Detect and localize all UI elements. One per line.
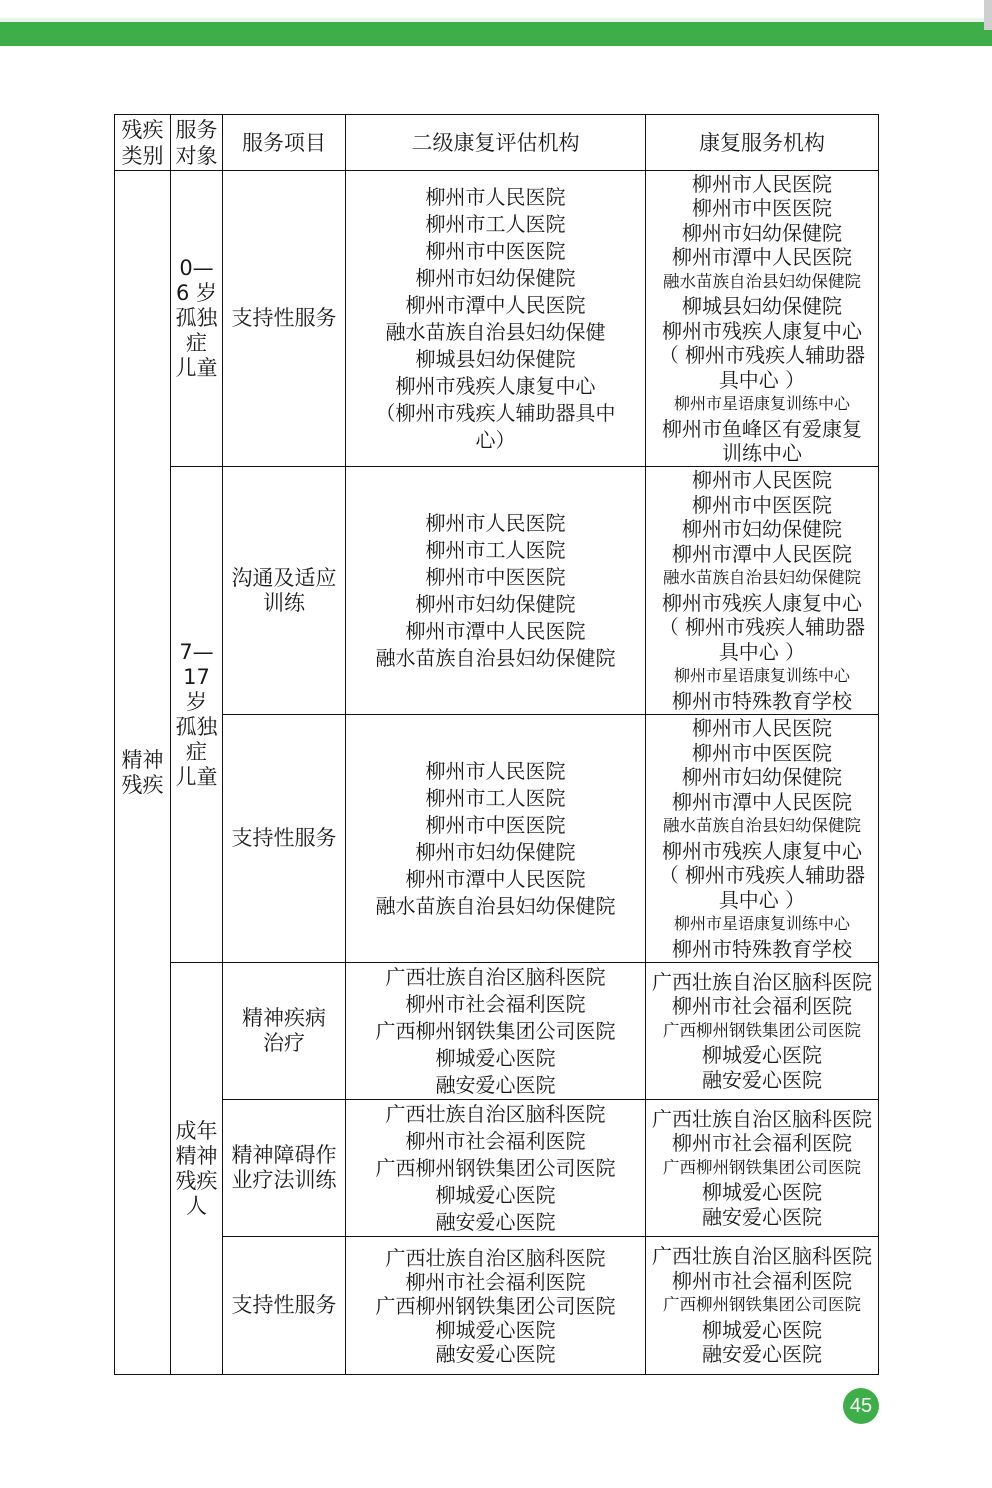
service-org-line: 柳州市社会福利医院 xyxy=(672,1268,852,1293)
eval-org-line: 柳州市中医医院 xyxy=(425,812,566,837)
service-org-line: 柳州市残疾人康复中心 xyxy=(662,318,862,343)
target-cell xyxy=(171,171,223,467)
service-org-line: 训练中心 xyxy=(722,441,802,465)
service-org-line: 广西柳州钢铁集团公司医院 xyxy=(663,1157,861,1177)
eval-org-line: 柳州市潭中人民医院 xyxy=(405,618,586,643)
table-header-row xyxy=(115,115,879,171)
table-row xyxy=(115,171,879,467)
eval-org-cell xyxy=(346,1237,646,1375)
target-line: 症 xyxy=(186,739,207,764)
service-org-line: 柳州市特殊教育学校 xyxy=(672,936,852,961)
header-service-org: 康复服务机构 xyxy=(646,115,879,171)
target-line: 儿童 xyxy=(175,764,218,789)
item-line: 业疗法训练 xyxy=(231,1168,337,1192)
service-org-line: 柳州市鱼峰区有爱康复 xyxy=(662,416,862,441)
item-line: 支持性服务 xyxy=(231,826,337,850)
service-org-line: 柳州市残疾人康复中心 xyxy=(662,838,862,863)
item-cell xyxy=(223,467,346,715)
item-line: 训练 xyxy=(263,590,305,615)
eval-org-line: 融水苗族自治县妇幼保健院 xyxy=(375,893,616,918)
target-line: 7— xyxy=(179,639,214,664)
eval-org-cell xyxy=(346,171,646,467)
eval-org-cell xyxy=(346,963,646,1100)
category-line: 残疾 xyxy=(121,772,164,797)
target-line: 0— xyxy=(179,256,214,280)
eval-org-line: 心） xyxy=(475,427,516,452)
eval-org-cell xyxy=(346,1100,646,1237)
service-org-line: （ 柳州市残疾人辅助器 xyxy=(658,615,866,639)
service-org-line: 柳州市特殊教育学校 xyxy=(672,688,852,713)
eval-org-line: 融安爱心医院 xyxy=(435,1072,556,1097)
service-org-line: （ 柳州市残疾人辅助器 xyxy=(658,343,866,367)
header-target-line: 对象 xyxy=(175,143,218,168)
target-line: 孤独 xyxy=(175,714,218,739)
table-row xyxy=(115,1100,879,1237)
item-line: 精神障碍作 xyxy=(231,1143,337,1167)
eval-org-line: 柳城爱心医院 xyxy=(435,1317,556,1342)
eval-org-line: 融安爱心医院 xyxy=(435,1209,556,1234)
service-org-line: 柳州市中医医院 xyxy=(692,492,832,517)
item-cell xyxy=(223,1237,346,1375)
service-org-cell xyxy=(646,963,879,1100)
item-cell xyxy=(223,1100,346,1237)
eval-org-line: 广西柳州钢铁集团公司医院 xyxy=(375,1018,616,1043)
category-cell xyxy=(115,171,171,1375)
item-cell xyxy=(223,715,346,963)
header-category-line: 残疾 xyxy=(121,117,164,142)
eval-org-line: （柳州市残疾人辅助器具中 xyxy=(375,400,616,425)
service-org-line: 柳州市残疾人康复中心 xyxy=(662,590,862,615)
service-org-line: 柳州市星语康复训练中心 xyxy=(673,914,850,933)
service-org-line: 柳州市妇幼保健院 xyxy=(682,765,842,789)
eval-org-cell xyxy=(346,467,646,715)
eval-org-line: 柳城县妇幼保健院 xyxy=(415,346,576,371)
eval-org-line: 柳州市人民医院 xyxy=(425,184,566,209)
service-org-line: 柳州市中医医院 xyxy=(692,740,832,765)
table-row xyxy=(115,1237,879,1375)
eval-org-line: 柳州市人民医院 xyxy=(425,758,566,783)
service-org-line: 融安爱心医院 xyxy=(702,1342,822,1367)
item-line: 治疗 xyxy=(263,1031,305,1055)
category-line: 精神 xyxy=(121,747,164,772)
eval-org-line: 柳州市妇幼保健院 xyxy=(415,591,576,616)
service-org-line: 柳州市星语康复训练中心 xyxy=(673,394,850,413)
eval-org-line: 广西柳州钢铁集团公司医院 xyxy=(375,1155,616,1180)
target-cell xyxy=(171,963,223,1375)
service-org-line: 柳州市人民医院 xyxy=(692,171,832,196)
item-line: 沟通及适应 xyxy=(231,565,337,590)
eval-org-line: 柳州市潭中人民医院 xyxy=(405,292,586,317)
target-line: 成年 xyxy=(175,1118,218,1143)
eval-org-line: 融安爱心医院 xyxy=(435,1341,556,1366)
table-row xyxy=(115,467,879,715)
target-line: 岁 xyxy=(186,689,207,714)
service-org-cell xyxy=(646,171,879,467)
page-number: 45 xyxy=(843,1388,879,1424)
service-org-line: （ 柳州市残疾人辅助器 xyxy=(658,863,866,887)
service-org-line: 柳州市妇幼保健院 xyxy=(682,517,842,541)
target-line: 17 xyxy=(183,664,210,689)
eval-org-line: 柳州市人民医院 xyxy=(425,510,566,535)
eval-org-line: 柳城爱心医院 xyxy=(435,1182,556,1207)
item-line: 支持性服务 xyxy=(231,1293,337,1317)
item-line: 支持性服务 xyxy=(231,306,337,330)
eval-org-line: 广西柳州钢铁集团公司医院 xyxy=(375,1293,616,1318)
header-category xyxy=(115,115,171,171)
eval-org-line: 柳州市社会福利医院 xyxy=(405,1128,586,1153)
eval-org-line: 柳州市残疾人康复中心 xyxy=(395,373,596,398)
service-org-line: 融安爱心医院 xyxy=(702,1204,822,1229)
header-target-line: 服务 xyxy=(175,117,218,142)
eval-org-line: 广西壮族自治区脑科医院 xyxy=(385,964,606,989)
service-org-line: 柳城爱心医院 xyxy=(702,1180,822,1205)
header-category-line: 类别 xyxy=(121,143,164,168)
eval-org-line: 柳州市社会福利医院 xyxy=(405,991,586,1016)
service-org-line: 柳州市人民医院 xyxy=(692,716,832,740)
header-eval-org: 二级康复评估机构 xyxy=(346,115,646,171)
target-line: 孤独 xyxy=(175,306,218,330)
service-org-line: 柳城县妇幼保健院 xyxy=(682,294,842,318)
service-org-line: 融水苗族自治县妇幼保健院 xyxy=(663,271,861,291)
eval-org-cell xyxy=(346,715,646,963)
rehab-institutions-table xyxy=(114,114,879,1375)
service-org-line: 柳州市人民医院 xyxy=(692,468,832,492)
service-org-line: 柳城爱心医院 xyxy=(702,1317,822,1342)
service-org-line: 广西柳州钢铁集团公司医院 xyxy=(663,1020,861,1040)
service-org-line: 柳城爱心医院 xyxy=(702,1043,822,1068)
service-org-cell xyxy=(646,1100,879,1237)
header-green-band xyxy=(0,22,992,46)
service-org-cell xyxy=(646,467,879,715)
service-org-line: 柳州市潭中人民医院 xyxy=(672,541,852,566)
service-org-line: 融水苗族自治县妇幼保健院 xyxy=(663,816,861,835)
service-org-line: 具中心 ） xyxy=(718,887,806,912)
eval-org-line: 柳州市潭中人民医院 xyxy=(405,866,586,891)
target-line: 人 xyxy=(186,1193,207,1218)
service-org-line: 融水苗族自治县妇幼保健院 xyxy=(663,568,861,587)
table-row xyxy=(115,963,879,1100)
service-org-line: 具中心 ） xyxy=(718,367,806,392)
eval-org-line: 柳州市中医医院 xyxy=(425,564,566,589)
service-org-line: 融安爱心医院 xyxy=(702,1067,822,1092)
service-org-line: 柳州市妇幼保健院 xyxy=(682,220,842,245)
service-org-line: 具中心 ） xyxy=(718,639,806,664)
service-org-line: 柳州市潭中人民医院 xyxy=(672,245,852,269)
target-cell xyxy=(171,467,223,963)
item-line: 精神疾病 xyxy=(242,1006,326,1030)
eval-org-line: 柳州市工人医院 xyxy=(425,785,566,810)
header-target xyxy=(171,115,223,171)
eval-org-line: 柳州市工人医院 xyxy=(425,537,566,562)
item-cell xyxy=(223,963,346,1100)
target-line: 精神 xyxy=(175,1143,218,1168)
eval-org-line: 融水苗族自治县妇幼保健 xyxy=(385,319,606,344)
service-org-line: 柳州市星语康复训练中心 xyxy=(673,666,850,685)
service-org-line: 广西壮族自治区脑科医院 xyxy=(652,1106,872,1131)
eval-org-line: 柳城爱心医院 xyxy=(435,1045,556,1070)
service-org-line: 柳州市社会福利医院 xyxy=(672,994,852,1019)
eval-org-line: 柳州市妇幼保健院 xyxy=(415,839,576,864)
service-org-line: 广西柳州钢铁集团公司医院 xyxy=(663,1295,861,1315)
service-org-line: 柳州市中医医院 xyxy=(692,196,832,220)
eval-org-line: 柳州市工人医院 xyxy=(425,211,566,236)
target-line: 残疾 xyxy=(175,1168,218,1193)
eval-org-line: 融水苗族自治县妇幼保健院 xyxy=(375,645,616,670)
target-line: 6 岁 xyxy=(175,281,218,305)
table-row xyxy=(115,715,879,963)
eval-org-line: 广西壮族自治区脑科医院 xyxy=(385,1101,606,1126)
header-item: 服务项目 xyxy=(223,115,346,171)
service-org-cell xyxy=(646,1237,879,1375)
page-edge xyxy=(984,0,992,30)
target-line: 症 xyxy=(186,331,207,355)
eval-org-line: 柳州市妇幼保健院 xyxy=(415,265,576,290)
item-cell xyxy=(223,171,346,467)
service-org-line: 柳州市社会福利医院 xyxy=(672,1131,852,1156)
service-org-cell xyxy=(646,715,879,963)
eval-org-line: 广西壮族自治区脑科医院 xyxy=(385,1245,606,1270)
service-org-line: 广西壮族自治区脑科医院 xyxy=(652,1244,872,1269)
eval-org-line: 柳州市社会福利医院 xyxy=(405,1269,586,1294)
target-line: 儿童 xyxy=(175,356,218,380)
service-org-line: 柳州市潭中人民医院 xyxy=(672,789,852,814)
service-org-line: 广西壮族自治区脑科医院 xyxy=(652,969,872,994)
eval-org-line: 柳州市中医医院 xyxy=(425,238,566,263)
